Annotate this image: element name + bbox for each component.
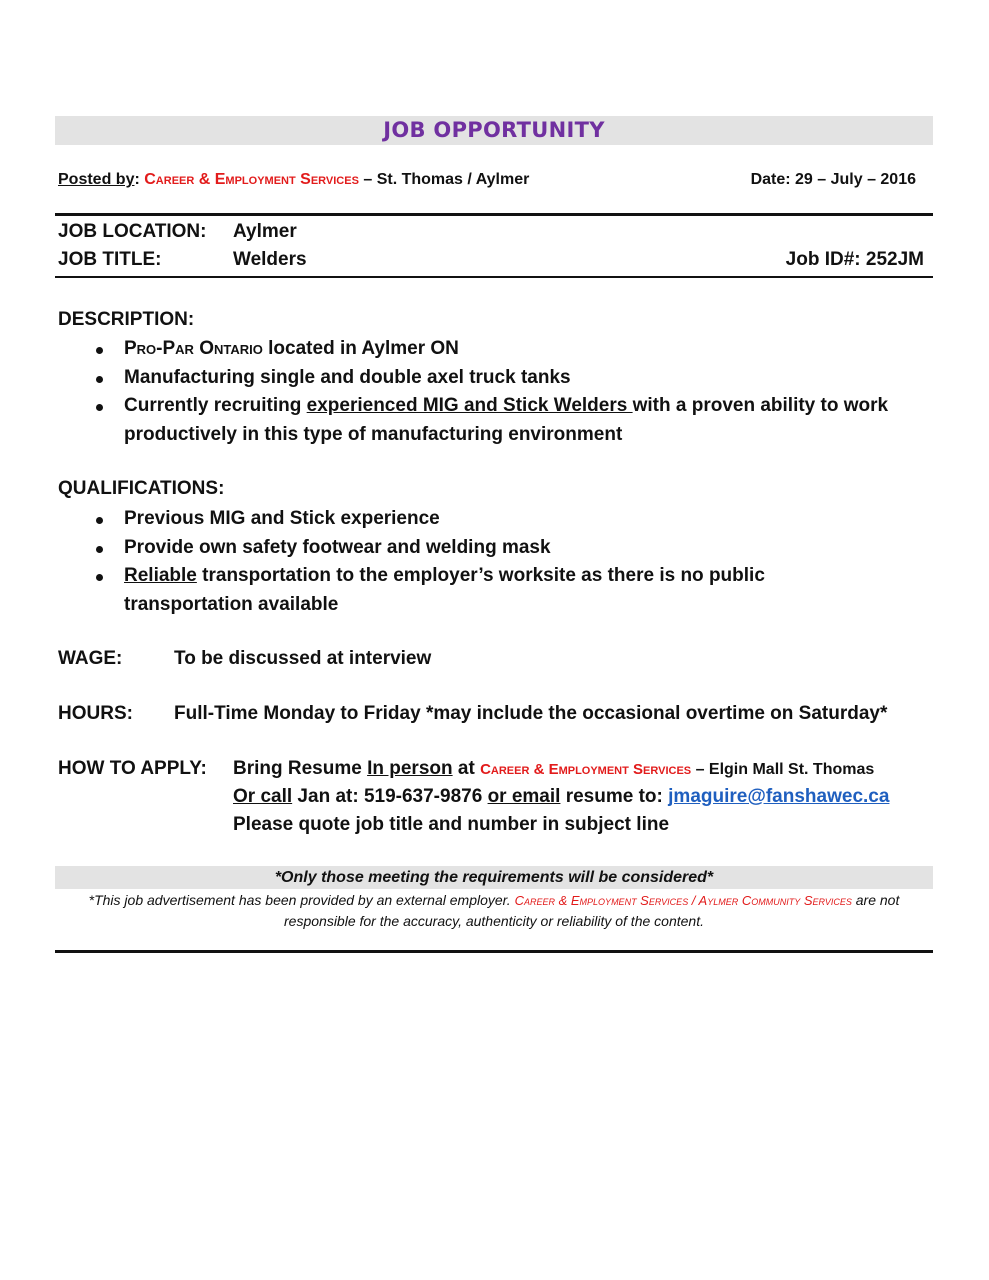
qualifications-list — [58, 505, 928, 619]
divider-top — [55, 213, 933, 216]
list-item — [58, 534, 928, 563]
underlined-text: In person — [367, 758, 453, 779]
posted-by-label: Posted by — [58, 171, 135, 188]
disclaimer — [55, 890, 933, 931]
job-title-row — [58, 249, 924, 275]
description-list — [58, 335, 928, 449]
bullet-icon — [96, 347, 103, 354]
description-heading: DESCRIPTION: — [58, 309, 195, 330]
wage-label: WAGE: — [58, 648, 123, 669]
job-location-value: Aylmer — [233, 221, 297, 242]
posted-by-row — [58, 171, 918, 193]
posted-by-org: Career & Employment Services — [144, 171, 359, 188]
posted-by-location: – St. Thomas / Aylmer — [358, 171, 530, 188]
list-item-text: transportation to the employer’s worksite as there is no public transportation available — [124, 565, 765, 615]
underlined-text: Reliable — [124, 565, 197, 586]
page-title: JOB OPPORTUNITY — [383, 118, 605, 142]
disclaimer-text: *This job advertisement has been provided by an external employer. — [88, 892, 515, 908]
job-title-label: JOB TITLE: — [58, 249, 162, 270]
disclaimer-org: Career & Employment Services / Aylmer Community Services — [514, 893, 852, 908]
apply-line-1 — [233, 758, 874, 780]
bullet-icon — [96, 546, 103, 553]
apply-org: Career & Employment Services — [480, 761, 692, 778]
underlined-text: or email — [487, 786, 561, 807]
title-banner — [55, 116, 933, 145]
wage-value: To be discussed at interview — [174, 648, 432, 669]
email-link[interactable]: jmaguire@fanshawec.ca — [668, 786, 890, 807]
list-item — [58, 392, 928, 449]
job-location-row — [58, 221, 924, 247]
divider-job-info — [55, 276, 933, 278]
list-item-text: located in Aylmer ON — [262, 338, 459, 359]
bullet-icon — [96, 404, 103, 411]
bullet-icon — [96, 376, 103, 383]
list-item-text: Currently recruiting — [124, 395, 307, 416]
underlined-text: experienced MIG and Stick Welders — [306, 395, 633, 416]
list-item — [58, 335, 928, 364]
apply-line-3: Please quote job title and number in subject line — [233, 814, 670, 835]
posted-by-colon: : — [134, 171, 140, 188]
divider-bottom — [55, 950, 933, 953]
how-to-apply-label: HOW TO APPLY: — [58, 758, 207, 779]
apply-text: at — [452, 758, 481, 779]
posted-date: Date: 29 – July – 2016 — [750, 171, 916, 188]
list-item — [58, 562, 928, 619]
apply-line-2 — [233, 786, 889, 808]
apply-text: Jan at: 519-637-9876 — [292, 786, 488, 807]
job-id: Job ID#: 252JM — [785, 249, 924, 270]
hours-value: Full-Time Monday to Friday *may include the occasional overtime on Saturday* — [174, 703, 888, 724]
underlined-text: Or call — [233, 786, 293, 807]
requirements-note: *Only those meeting the requirements will be considered* — [55, 866, 933, 889]
apply-location: – Elgin Mall St. Thomas — [691, 761, 875, 778]
list-item-text: Previous MIG and Stick experience — [124, 508, 440, 529]
apply-text: resume to: — [560, 786, 669, 807]
apply-text: Bring Resume — [233, 758, 368, 779]
list-item — [58, 364, 928, 393]
company-name: Pro-Par Ontario — [124, 338, 263, 359]
disclaimer-text: are not responsible for the accuracy, authenticity or reliability of the content. — [284, 892, 900, 929]
job-location-label: JOB LOCATION: — [58, 221, 207, 242]
bullet-icon — [96, 574, 103, 581]
list-item — [58, 505, 928, 534]
bullet-icon — [96, 517, 103, 524]
list-item-text: Manufacturing single and double axel truck tanks — [124, 366, 571, 388]
list-item-text: with a proven ability to work productively in this type of manufacturing environment — [124, 395, 889, 445]
hours-label: HOURS: — [58, 703, 133, 724]
list-item-text: Provide own safety footwear and welding mask — [124, 536, 551, 558]
job-title-value: Welders — [233, 249, 307, 270]
qualifications-heading: QUALIFICATIONS: — [58, 478, 225, 499]
